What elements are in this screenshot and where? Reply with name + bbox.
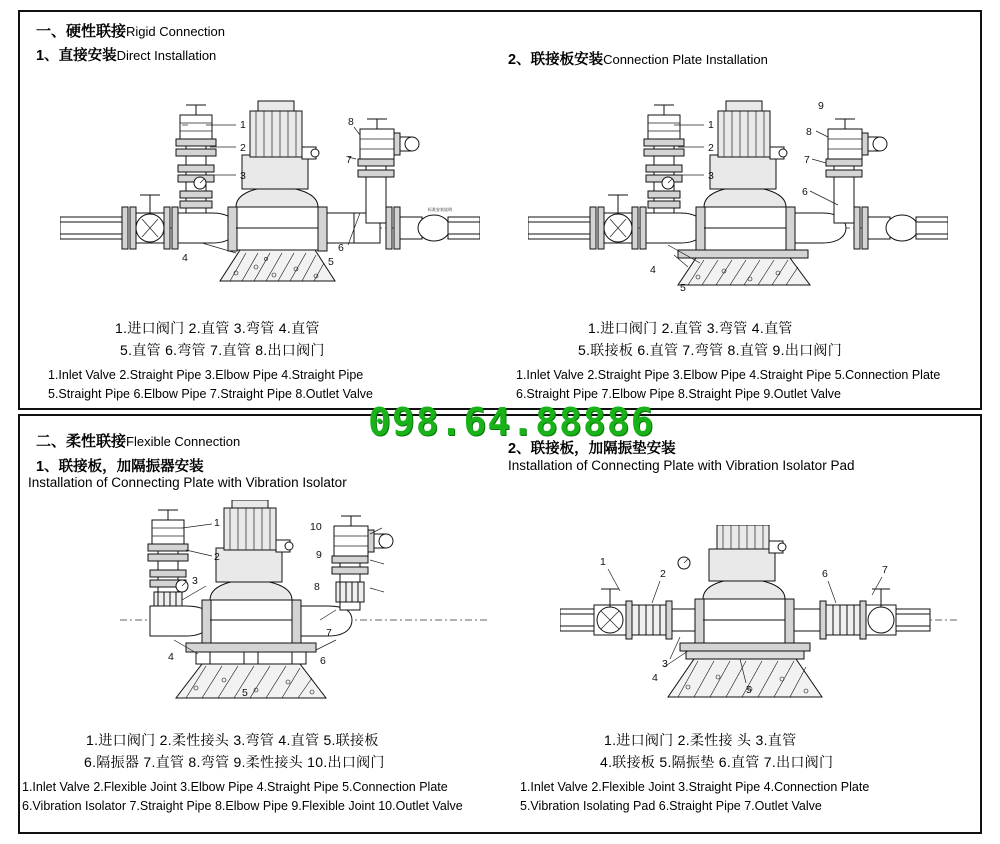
section-heading-rigid-en: Rigid Connection [126, 24, 226, 39]
section-heading-flexible-en: Flexible Connection [126, 434, 241, 449]
subsection-number-direct: 1、 [36, 48, 59, 64]
callout-6: 6 [802, 186, 808, 198]
diagram-flex-isolator [120, 500, 490, 720]
subsection-title-isolator [36, 455, 204, 476]
callout-9: 9 [316, 549, 322, 561]
subsection-number-isolator: 1、 [36, 459, 59, 475]
subsection-title-isolator-cn: 联接板，加隔振器安装 [58, 459, 204, 475]
callout-1: 1 [240, 119, 246, 131]
callout-3: 3 [240, 170, 246, 182]
subsection-number-pad: 2、 [508, 441, 531, 457]
callout-8: 8 [806, 126, 812, 138]
legend-cn-isolator-line1: 1.进口阀门 2.柔性接头 3.弯管 4.直管 5.联接板 [86, 732, 379, 748]
subsection-number-plate: 2、 [508, 52, 531, 68]
subsection-title-plate-en: Connection Plate Installation [603, 52, 768, 67]
callout-1: 1 [214, 517, 220, 529]
legend-en-plate-line2: 6.Straight Pipe 7.Elbow Pipe 8.Straight Pipe 9.Outlet Valve [516, 387, 841, 401]
subsection-title-pad-en: Installation of Connecting Plate with Vibration Isolator Pad [508, 458, 855, 473]
section-heading-flexible [36, 430, 240, 451]
callout-7: 7 [346, 154, 352, 166]
section-heading-rigid [36, 20, 225, 41]
diagram-flex-pad [560, 525, 960, 725]
section-heading-rigid-cn: 一、硬性联接 [36, 23, 127, 40]
subsection-title-plate [508, 48, 768, 69]
legend-cn-pad-line1: 1.进口阀门 2.柔性接 头 3.直管 [604, 732, 797, 748]
legend-cn-isolator-line2: 6.隔振器 7.直管 8.弯管 9.柔性接头 10.出口阀门 [84, 754, 385, 770]
diagram-rigid-plate [528, 95, 948, 305]
legend-cn-plate-line1: 1.进口阀门 2.直管 3.弯管 4.直管 [588, 320, 793, 336]
callout-6: 6 [320, 655, 326, 667]
callout-2: 2 [660, 568, 666, 580]
legend-en-isolator-line2: 6.Vibration Isolator 7.Straight Pipe 8.Elbow Pipe 9.Flexible Joint 10.Outlet Valve [22, 799, 463, 813]
legend-en-plate-line1: 1.Inlet Valve 2.Straight Pipe 3.Elbow Pipe 4.Straight Pipe 5.Connection Plate [516, 368, 941, 382]
callout-8: 8 [348, 116, 354, 128]
callout-2: 2 [214, 551, 220, 563]
callout-6: 6 [822, 568, 828, 580]
callout-4: 4 [182, 252, 188, 264]
callout-3: 3 [662, 658, 668, 670]
legend-en-pad-line2: 5.Vibration Isolating Pad 6.Straight Pipe 7.Outlet Valve [520, 799, 822, 813]
legend-cn-direct-line1: 1.进口阀门 2.直管 3.弯管 4.直管 [115, 320, 320, 336]
callout-3: 3 [708, 170, 714, 182]
subsection-title-direct-en: Direct Installation [116, 48, 217, 63]
callout-4: 4 [652, 672, 658, 684]
callout-6: 6 [338, 242, 344, 254]
legend-en-isolator-line1: 1.Inlet Valve 2.Flexible Joint 3.Elbow Pipe 4.Straight Pipe 5.Connection Plate [22, 780, 448, 794]
section-heading-flexible-cn: 二、柔性联接 [36, 433, 127, 450]
subsection-title-plate-cn: 联接板安装 [530, 52, 604, 68]
callout-8: 8 [314, 581, 320, 593]
callout-9: 9 [818, 100, 824, 112]
callout-4: 4 [168, 651, 174, 663]
callout-7: 7 [326, 627, 332, 639]
legend-cn-direct-line2: 5.直管 6.弯管 7.直管 8.出口阀门 [120, 342, 325, 358]
callout-7: 7 [804, 154, 810, 166]
legend-en-direct-line2: 5.Straight Pipe 6.Elbow Pipe 7.Straight Pipe 8.Outlet Valve [48, 387, 373, 401]
callout-1: 1 [600, 556, 606, 568]
callout-2: 2 [708, 142, 714, 154]
legend-en-direct-line1: 1.Inlet Valve 2.Straight Pipe 3.Elbow Pipe 4.Straight Pipe [48, 368, 364, 382]
callout-2: 2 [240, 142, 246, 154]
svg-text:标准安装说明: 标准安装说明 [428, 207, 452, 212]
callout-4: 4 [650, 264, 656, 276]
callout-3: 3 [192, 575, 198, 587]
callout-7: 7 [882, 564, 888, 576]
callout-5: 5 [746, 684, 752, 696]
subsection-title-pad-cn: 联接板，加隔振垫安装 [530, 441, 676, 457]
subsection-title-direct-cn: 直接安装 [58, 48, 117, 64]
legend-cn-pad-line2: 4.联接板 5.隔振垫 6.直管 7.出口阀门 [600, 754, 834, 770]
callout-5: 5 [680, 282, 686, 294]
diagram-rigid-direct [60, 95, 480, 305]
callout-5: 5 [242, 687, 248, 699]
callout-5: 5 [328, 256, 334, 268]
legend-en-pad-line1: 1.Inlet Valve 2.Flexible Joint 3.Straight Pipe 4.Connection Plate [520, 780, 870, 794]
callout-10: 10 [310, 521, 322, 533]
callout-1: 1 [708, 119, 714, 131]
legend-cn-plate-line2: 5.联接板 6.直管 7.弯管 8.直管 9.出口阀门 [578, 342, 843, 358]
subsection-title-isolator-en: Installation of Connecting Plate with Vibration Isolator [28, 475, 347, 490]
subsection-title-direct [36, 44, 216, 65]
watermark-text: 098.64.88886 [368, 400, 655, 444]
